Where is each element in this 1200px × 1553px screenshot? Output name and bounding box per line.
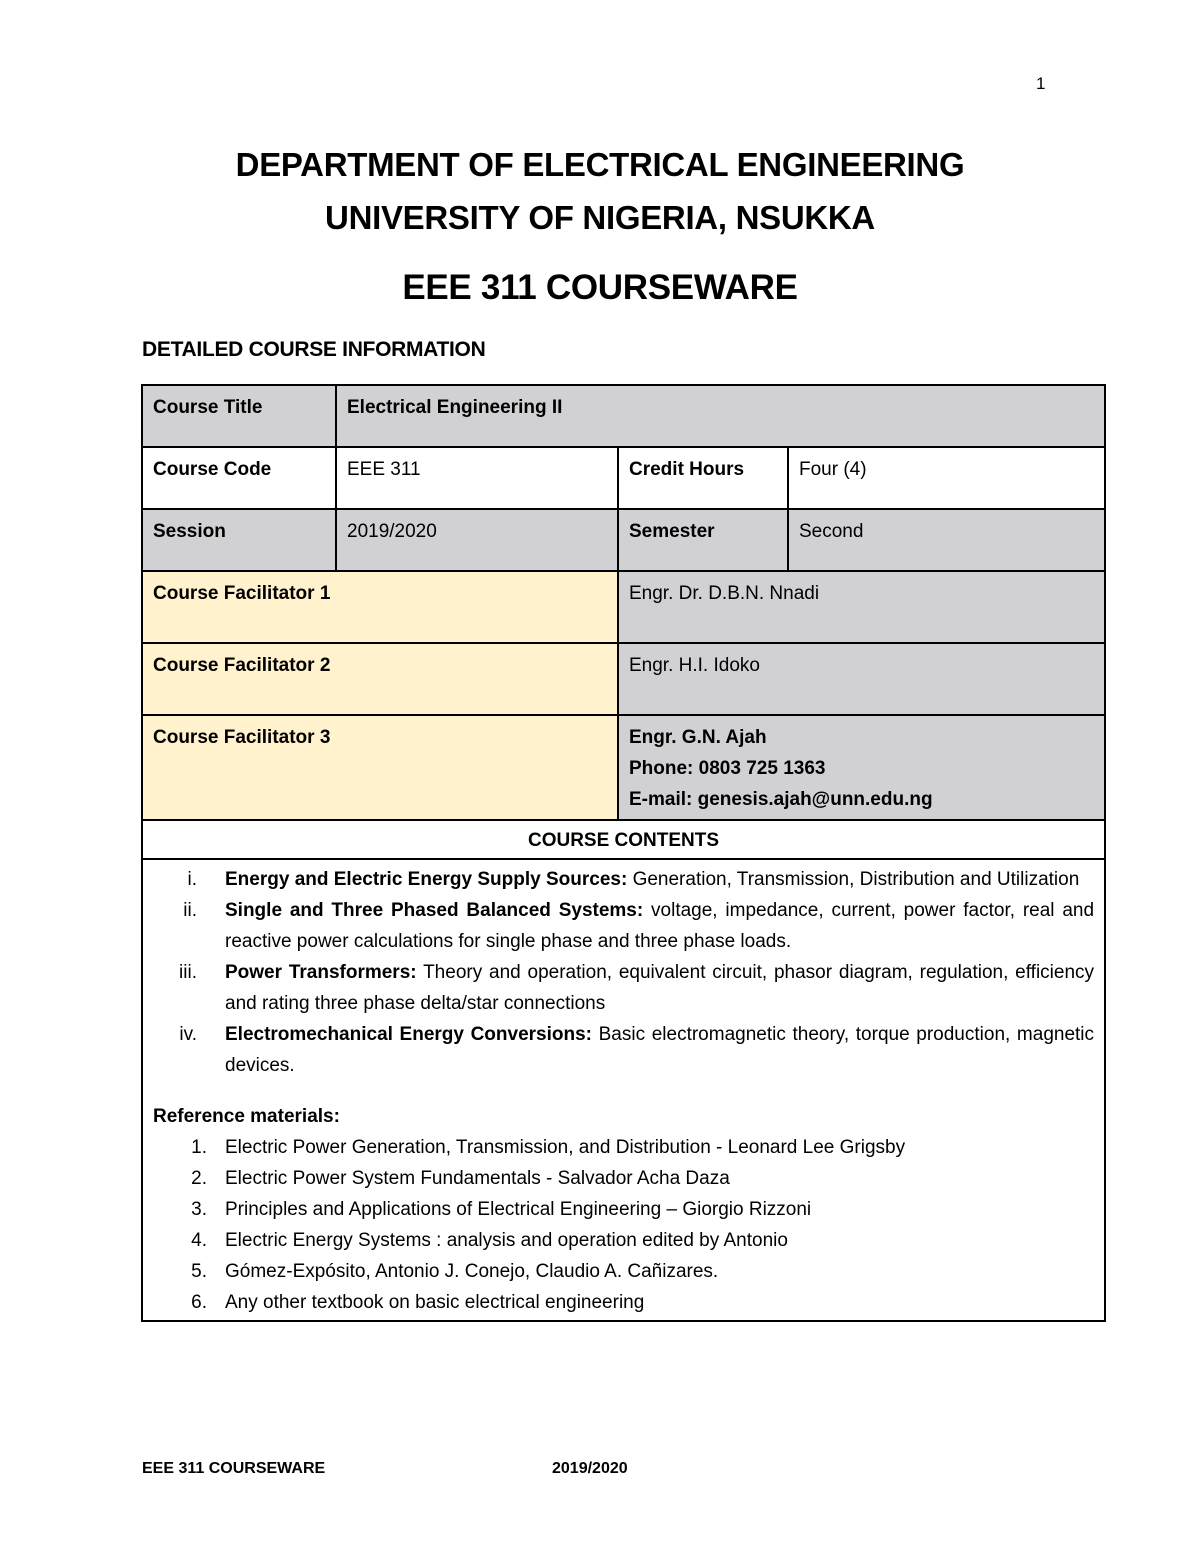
topic-item bbox=[153, 864, 1094, 895]
topic-text: voltage, impedance, current, power factor, real and reactive power calculations for single phase and three phase loads. bbox=[225, 900, 1095, 952]
topic-text: Theory and operation, equivalent circuit, phasor diagram, regulation, efficiency and rating three phase delta/star connections bbox=[225, 962, 1095, 1014]
reference-text: Principles and Applications of Electrical Engineering – Giorgio Rizzoni bbox=[225, 1199, 812, 1220]
course-info-table bbox=[141, 384, 1106, 1322]
course-code-label: Course Code bbox=[142, 447, 336, 509]
reference-heading: Reference materials: bbox=[153, 1106, 340, 1127]
row-contents-heading bbox=[142, 820, 1105, 859]
topic-title: Power Transformers: bbox=[225, 962, 417, 983]
reference-number: 5. bbox=[191, 1261, 207, 1282]
credit-hours-value: Four (4) bbox=[788, 447, 1105, 509]
topic-title: Energy and Electric Energy Supply Sources: bbox=[225, 869, 628, 890]
course-title-value: Electrical Engineering II bbox=[336, 385, 1105, 447]
facilitator-3-email[interactable]: E-mail: genesis.ajah@unn.edu.ng bbox=[629, 789, 933, 810]
university-heading: UNIVERSITY OF NIGERIA, NSUKKA bbox=[325, 199, 875, 236]
reference-number: 4. bbox=[191, 1230, 207, 1251]
references-list bbox=[153, 1132, 1094, 1318]
footer-title: EEE 311 COURSEWARE bbox=[142, 1460, 326, 1477]
reference-text: Electric Power Generation, Transmission, and Distribution - Leonard Lee Grigsby bbox=[225, 1137, 906, 1158]
topic-text: Generation, Transmission, Distribution and Utilization bbox=[627, 869, 1080, 890]
reference-text: Gómez-Expósito, Antonio J. Conejo, Claudio A. Cañizares. bbox=[225, 1261, 719, 1282]
reference-number: 1. bbox=[191, 1137, 207, 1158]
courseware-title: EEE 311 COURSEWARE bbox=[402, 268, 798, 307]
footer-session: 2019/2020 bbox=[552, 1460, 628, 1477]
reference-item bbox=[153, 1194, 1094, 1225]
row-facilitator-1 bbox=[142, 571, 1105, 643]
course-code-value: EEE 311 bbox=[336, 447, 618, 509]
topic-title: Electromechanical Energy Conversions: bbox=[225, 1024, 592, 1045]
reference-item bbox=[153, 1225, 1094, 1256]
topics-list bbox=[153, 864, 1094, 1081]
reference-item bbox=[153, 1132, 1094, 1163]
row-session bbox=[142, 509, 1105, 571]
reference-text: Any other textbook on basic electrical engineering bbox=[225, 1292, 645, 1313]
credit-hours-label: Credit Hours bbox=[618, 447, 788, 509]
topic-number: i. bbox=[187, 869, 197, 890]
reference-text: Electric Power System Fundamentals - Salvador Acha Daza bbox=[225, 1168, 730, 1189]
reference-number: 3. bbox=[191, 1199, 207, 1220]
topic-item bbox=[153, 895, 1094, 957]
facilitator-3-label: Course Facilitator 3 bbox=[142, 715, 618, 820]
reference-number: 6. bbox=[191, 1292, 207, 1313]
reference-item bbox=[153, 1256, 1094, 1287]
row-facilitator-2 bbox=[142, 643, 1105, 715]
topic-item bbox=[153, 1019, 1094, 1081]
course-title-label: Course Title bbox=[142, 385, 336, 447]
section-label: DETAILED COURSE INFORMATION bbox=[142, 338, 486, 361]
facilitator-2-label: Course Facilitator 2 bbox=[142, 643, 618, 715]
topic-number: iii. bbox=[179, 962, 197, 983]
reference-item bbox=[153, 1287, 1094, 1318]
topic-text: Basic electromagnetic theory, torque production, magnetic devices. bbox=[225, 1024, 1095, 1076]
topic-title: Single and Three Phased Balanced Systems: bbox=[225, 900, 644, 921]
row-contents bbox=[142, 859, 1105, 1321]
course-contents-body bbox=[142, 859, 1105, 1321]
reference-text: Electric Energy Systems : analysis and operation edited by Antonio bbox=[225, 1230, 788, 1251]
department-heading: DEPARTMENT OF ELECTRICAL ENGINEERING bbox=[235, 146, 965, 183]
topic-number: ii. bbox=[183, 900, 197, 921]
page-number: 1 bbox=[1036, 74, 1046, 93]
semester-value: Second bbox=[788, 509, 1105, 571]
reference-number: 2. bbox=[191, 1168, 207, 1189]
topic-item bbox=[153, 957, 1094, 1019]
session-value: 2019/2020 bbox=[336, 509, 618, 571]
facilitator-1-name: Engr. Dr. D.B.N. Nnadi bbox=[618, 571, 1105, 643]
topic-number: iv. bbox=[179, 1024, 197, 1045]
reference-item bbox=[153, 1163, 1094, 1194]
session-label: Session bbox=[142, 509, 336, 571]
facilitator-3-contact bbox=[618, 715, 1105, 820]
facilitator-3-phone: Phone: 0803 725 1363 bbox=[629, 758, 826, 779]
facilitator-2-name: Engr. H.I. Idoko bbox=[618, 643, 1105, 715]
row-facilitator-3 bbox=[142, 715, 1105, 820]
row-course-title bbox=[142, 385, 1105, 447]
semester-label: Semester bbox=[618, 509, 788, 571]
facilitator-1-label: Course Facilitator 1 bbox=[142, 571, 618, 643]
facilitator-3-name: Engr. G.N. Ajah bbox=[629, 727, 767, 748]
course-contents-heading: COURSE CONTENTS bbox=[142, 820, 1105, 859]
row-course-code bbox=[142, 447, 1105, 509]
